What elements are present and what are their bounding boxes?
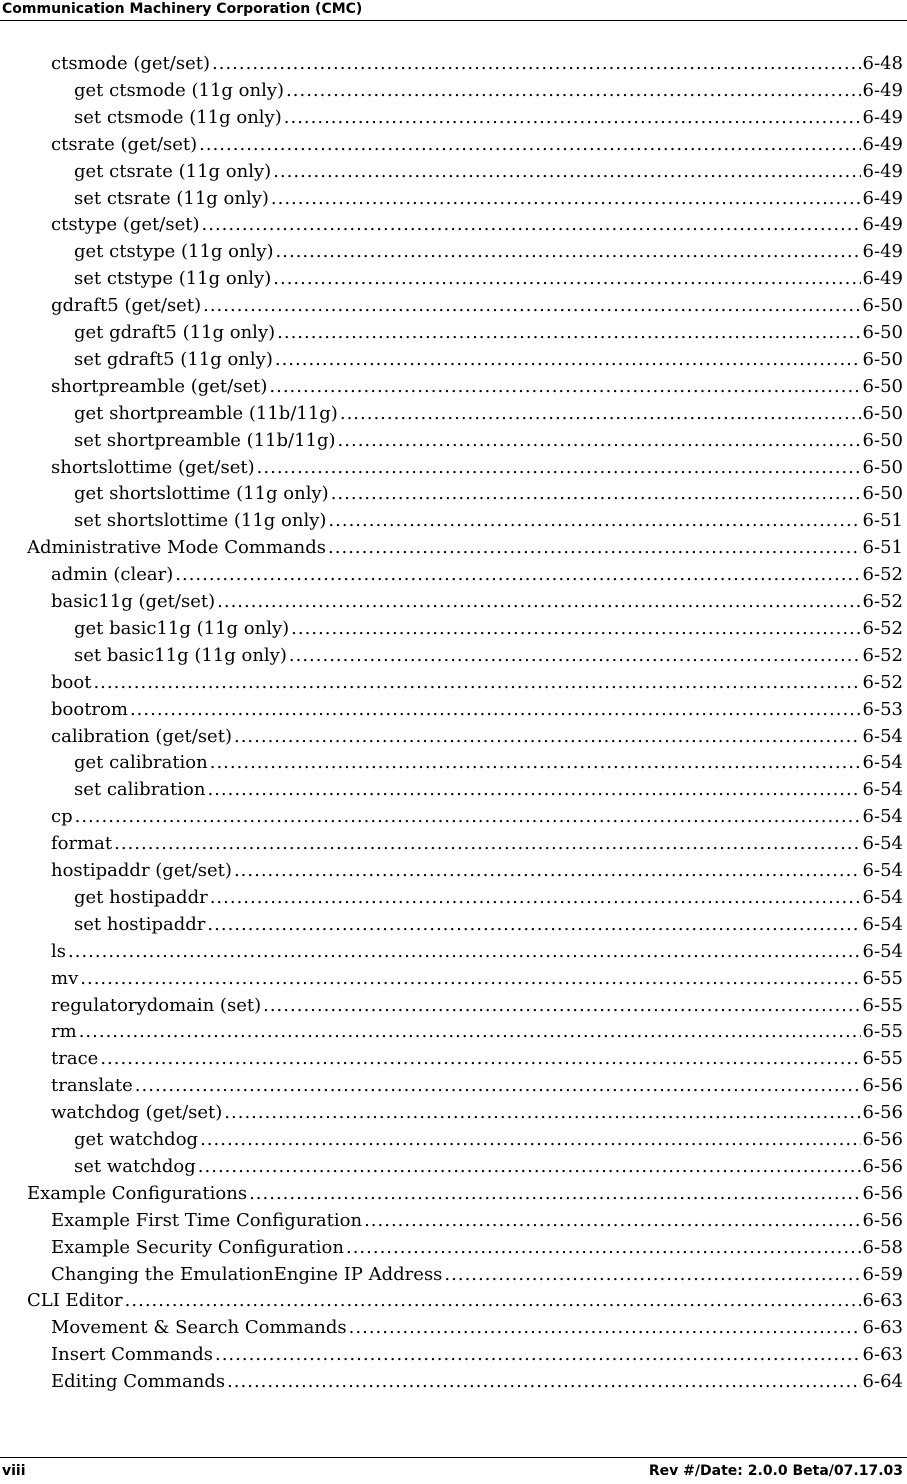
dot-leader xyxy=(276,238,861,265)
dot-leader xyxy=(198,1153,861,1180)
toc-entry[interactable] xyxy=(51,1072,903,1099)
toc-entry-page: 6-50 xyxy=(862,348,903,370)
dot-leader xyxy=(328,507,860,534)
toc-entry-title: set calibration xyxy=(74,779,206,801)
toc-entry-page: 6-49 xyxy=(862,187,903,209)
dot-leader xyxy=(273,265,860,292)
dot-leader xyxy=(175,561,860,588)
toc-entry-page: 6-49 xyxy=(862,79,903,101)
toc-entry[interactable] xyxy=(51,938,903,965)
toc-entry-title: shortslottime (get/set) xyxy=(51,456,255,478)
toc-entry[interactable] xyxy=(74,642,903,669)
dot-leader xyxy=(257,454,861,481)
toc-entry-title: set watchdog xyxy=(74,1155,196,1177)
toc-entry-title: get calibration xyxy=(74,752,208,774)
toc-entry[interactable] xyxy=(74,884,903,911)
toc-entry-title: set ctstype (11g only) xyxy=(74,268,272,290)
toc-entry-page: 6-50 xyxy=(862,429,903,451)
toc-entry-title: Editing Commands xyxy=(51,1371,226,1393)
dot-leader xyxy=(80,965,860,992)
toc-entry-page: 6-63 xyxy=(862,1344,903,1366)
toc-entry-title: set shortslottime (11g only) xyxy=(74,510,327,532)
toc-entry-page: 6-49 xyxy=(862,241,903,263)
toc-entry-page: 6-49 xyxy=(862,106,903,128)
toc-entry-title: set hostipaddr xyxy=(74,913,206,935)
toc-entry-title: trace xyxy=(51,1048,99,1070)
toc-entry[interactable] xyxy=(74,400,903,427)
toc-entry-page: 6-52 xyxy=(862,671,903,693)
toc-entry-page: 6-56 xyxy=(862,1182,903,1204)
dot-leader xyxy=(203,292,860,319)
toc-entry[interactable] xyxy=(51,588,903,615)
toc-entry-title: Example First Time Configuration xyxy=(51,1209,363,1231)
toc-entry-title: format xyxy=(51,833,113,855)
dot-leader xyxy=(346,1234,861,1261)
toc-entry[interactable] xyxy=(74,776,903,803)
toc-entry-page: 6-54 xyxy=(862,806,903,828)
dot-leader xyxy=(227,1368,860,1395)
toc-entry-page: 6-54 xyxy=(862,725,903,747)
toc-entry-title: mv xyxy=(51,967,79,989)
dot-leader xyxy=(93,669,860,696)
dot-leader xyxy=(207,776,860,803)
toc-entry[interactable] xyxy=(51,1207,903,1234)
toc-entry-page: 6-50 xyxy=(862,483,903,505)
toc-entry[interactable] xyxy=(51,1314,903,1341)
toc-entry-title: Example Configurations xyxy=(27,1182,248,1204)
toc-entry[interactable] xyxy=(74,1153,903,1180)
toc-entry[interactable] xyxy=(51,292,903,319)
toc-entry-title: translate xyxy=(51,1075,133,1097)
toc-entry[interactable] xyxy=(51,131,903,158)
toc-entry[interactable] xyxy=(74,77,903,104)
dot-leader xyxy=(224,1099,860,1126)
toc-entry-title: get ctsrate (11g only) xyxy=(74,160,272,182)
toc-entry-title: get gdraft5 (11g only) xyxy=(74,322,276,343)
dot-leader xyxy=(210,884,861,911)
toc-entry-title: get hostipaddr xyxy=(74,886,208,908)
toc-entry[interactable] xyxy=(51,1018,903,1045)
dot-leader xyxy=(349,1314,861,1341)
toc-entry-page: 6-56 xyxy=(862,1155,903,1177)
toc-entry[interactable] xyxy=(74,346,903,373)
toc-entry-title: set gdraft5 (11g only) xyxy=(74,348,273,370)
page-footer xyxy=(0,1457,907,1484)
toc-entry-page: 6-52 xyxy=(862,617,903,639)
toc-entry[interactable] xyxy=(51,965,903,992)
toc-entry[interactable] xyxy=(74,158,903,185)
toc-entry-page: 6-58 xyxy=(862,1236,903,1258)
toc-entry[interactable] xyxy=(51,1234,903,1261)
toc-entry-page: 6-49 xyxy=(862,268,903,290)
toc-entry-page: 6-52 xyxy=(862,591,903,612)
toc-entry[interactable] xyxy=(51,561,903,588)
toc-entry-page: 6-50 xyxy=(862,402,903,424)
toc-entry[interactable] xyxy=(51,211,903,238)
dot-leader xyxy=(291,615,860,642)
dot-leader xyxy=(212,50,861,77)
toc-entry-page: 6-52 xyxy=(862,644,903,666)
toc-entry-page: 6-55 xyxy=(862,1021,903,1043)
toc-entry[interactable] xyxy=(27,1180,903,1207)
toc-entry[interactable] xyxy=(27,1287,903,1314)
toc-entry-page: 6-54 xyxy=(862,833,903,855)
dot-leader xyxy=(271,185,861,212)
toc-entry-page: 6-49 xyxy=(862,160,903,182)
toc-entry-title: get basic11g (11g only) xyxy=(74,617,290,639)
toc-entry[interactable] xyxy=(74,238,903,265)
revision-date: Rev #/Date: 2.0.0 Beta/07.17.03 xyxy=(648,1463,903,1479)
toc-entry-title: set ctsrate (11g only) xyxy=(74,187,269,209)
toc-entry[interactable] xyxy=(51,992,903,1019)
toc-entry-page: 6-56 xyxy=(862,1075,903,1097)
dot-leader xyxy=(135,1072,861,1099)
page-number: viii xyxy=(2,1463,26,1479)
toc-entry[interactable] xyxy=(51,1045,903,1072)
toc-entry[interactable] xyxy=(51,454,903,481)
toc-entry[interactable] xyxy=(74,185,903,212)
dot-leader xyxy=(217,588,860,615)
toc-entry[interactable] xyxy=(27,534,903,561)
toc-entry[interactable] xyxy=(74,265,903,292)
toc-entry-page: 6-51 xyxy=(862,537,903,559)
dot-leader xyxy=(130,696,861,723)
toc-entry-title: shortpreamble (get/set) xyxy=(51,375,268,397)
dot-leader xyxy=(125,1287,861,1314)
toc-entry-page: 6-55 xyxy=(862,1048,903,1070)
dot-leader xyxy=(286,77,861,104)
toc-entry[interactable] xyxy=(51,1261,903,1288)
toc-entry-page: 6-50 xyxy=(862,456,903,478)
toc-entry-title: rm xyxy=(51,1021,77,1043)
dot-leader xyxy=(199,131,860,158)
toc-entry[interactable] xyxy=(74,507,903,534)
toc-entry[interactable] xyxy=(74,480,903,507)
dot-leader xyxy=(114,830,860,857)
toc-entry-title: ctstype (get/set) xyxy=(51,214,200,236)
toc-entry-page: 6-48 xyxy=(862,53,903,74)
toc-entry-title: boot xyxy=(51,671,92,693)
toc-entry[interactable] xyxy=(74,615,903,642)
toc-entry[interactable] xyxy=(51,830,903,857)
toc-entry-title: Changing the EmulationEngine IP Address xyxy=(51,1263,443,1285)
toc-entry[interactable] xyxy=(74,427,903,454)
toc-entry-page: 6-52 xyxy=(862,564,903,586)
toc-entry-page: 6-64 xyxy=(862,1371,903,1393)
toc-entry[interactable] xyxy=(51,1099,903,1126)
toc-entry-page: 6-50 xyxy=(862,375,903,397)
toc-entry-title: basic11g (get/set) xyxy=(51,591,216,612)
toc-entry-page: 6-54 xyxy=(862,913,903,935)
toc-entry-title: calibration (get/set) xyxy=(51,725,232,747)
toc-entry-page: 6-54 xyxy=(862,752,903,774)
toc-entry[interactable] xyxy=(51,373,903,400)
toc-entry-title: get ctstype (11g only) xyxy=(74,241,274,263)
toc-entry-title: set shortpreamble (11b/11g) xyxy=(74,429,336,451)
dot-leader xyxy=(249,1180,860,1207)
toc-entry[interactable] xyxy=(51,1341,903,1368)
toc-entry[interactable] xyxy=(74,749,903,776)
dot-leader xyxy=(338,427,861,454)
toc-entry-page: 6-54 xyxy=(862,940,903,962)
toc-entry[interactable] xyxy=(51,669,903,696)
dot-leader xyxy=(263,992,860,1019)
toc-entry-page: 6-54 xyxy=(862,886,903,908)
toc-entry-page: 6-49 xyxy=(862,133,903,155)
dot-leader xyxy=(200,1126,860,1153)
toc-entry-title: admin (clear) xyxy=(51,564,174,586)
dot-leader xyxy=(207,911,860,938)
toc-entry-title: cp xyxy=(51,806,73,828)
toc-entry[interactable] xyxy=(51,50,903,77)
toc-entry[interactable] xyxy=(74,104,903,131)
dot-leader xyxy=(340,400,861,427)
toc-entry-page: 6-63 xyxy=(862,1317,903,1339)
dot-leader xyxy=(444,1261,860,1288)
toc-entry-page: 6-63 xyxy=(862,1290,903,1312)
toc-entry[interactable] xyxy=(51,857,903,884)
toc-entry[interactable] xyxy=(51,803,903,830)
toc-entry-title: regulatorydomain (set) xyxy=(51,994,262,1016)
toc-entry-page: 6-50 xyxy=(862,295,903,317)
toc-entry-page: 6-50 xyxy=(862,322,903,343)
dot-leader xyxy=(100,1045,860,1072)
toc-entry-page: 6-59 xyxy=(862,1263,903,1285)
toc-entry-page: 6-55 xyxy=(862,967,903,989)
toc-entry-page: 6-51 xyxy=(862,510,903,532)
toc-entry-title: get shortslottime (11g only) xyxy=(74,483,329,505)
toc-entry-title: ls xyxy=(51,940,66,962)
toc-entry-title: Movement & Search Commands xyxy=(51,1317,347,1339)
toc-entry-title: get shortpreamble (11b/11g) xyxy=(74,402,338,424)
toc-entry-title: watchdog (get/set) xyxy=(51,1102,223,1124)
dot-leader xyxy=(331,480,861,507)
dot-leader xyxy=(68,938,861,965)
toc-entry-page: 6-56 xyxy=(862,1129,903,1150)
dot-leader xyxy=(215,1341,861,1368)
toc-entry[interactable] xyxy=(74,911,903,938)
toc-entry-title: Insert Commands xyxy=(51,1344,213,1366)
toc-entry-title: get ctsmode (11g only) xyxy=(74,79,285,101)
dot-leader xyxy=(364,1207,860,1234)
toc-entry-title: Example Security Configuration xyxy=(51,1236,344,1258)
toc-entry-title: hostipaddr (get/set) xyxy=(51,860,232,881)
toc-entry[interactable] xyxy=(51,1368,903,1395)
toc-entry-title: Administrative Mode Commands xyxy=(27,537,327,559)
toc-entry-title: bootrom xyxy=(51,698,128,720)
header-title: Communication Machinery Corporation (CMC) xyxy=(2,1,363,17)
dot-leader xyxy=(234,857,861,884)
toc-entry-title: ctsmode (get/set) xyxy=(51,53,210,74)
dot-leader xyxy=(75,803,861,830)
toc-entry-page: 6-54 xyxy=(862,860,903,881)
toc-entry-title: CLI Editor xyxy=(27,1290,123,1312)
dot-leader xyxy=(289,642,861,669)
toc-entry-page: 6-49 xyxy=(862,214,903,236)
toc-entry-title: get watchdog xyxy=(74,1129,199,1150)
toc-entry-title: set ctsmode (11g only) xyxy=(74,106,282,128)
toc-entry-title: set basic11g (11g only) xyxy=(74,644,287,666)
toc-entry[interactable] xyxy=(74,319,903,346)
dot-leader xyxy=(202,211,861,238)
toc-entry[interactable] xyxy=(74,1126,903,1153)
dot-leader xyxy=(273,158,860,185)
toc-entry-page: 6-56 xyxy=(862,1102,903,1124)
dot-leader xyxy=(234,723,861,750)
toc-entry-page: 6-54 xyxy=(862,779,903,801)
dot-leader xyxy=(284,104,861,131)
toc-entry-title: gdraft5 (get/set) xyxy=(51,295,202,317)
dot-leader xyxy=(328,534,861,561)
toc-entry[interactable] xyxy=(51,723,903,750)
dot-leader xyxy=(79,1018,861,1045)
toc-entry-page: 6-56 xyxy=(862,1209,903,1231)
dot-leader xyxy=(277,319,860,346)
dot-leader xyxy=(210,749,861,776)
toc-entry-page: 6-55 xyxy=(862,994,903,1016)
toc-entry-title: ctsrate (get/set) xyxy=(51,133,198,155)
dot-leader xyxy=(269,373,860,400)
toc-entry-page: 6-53 xyxy=(862,698,903,720)
page-header xyxy=(0,0,907,21)
toc-entry[interactable] xyxy=(51,696,903,723)
dot-leader xyxy=(275,346,861,373)
